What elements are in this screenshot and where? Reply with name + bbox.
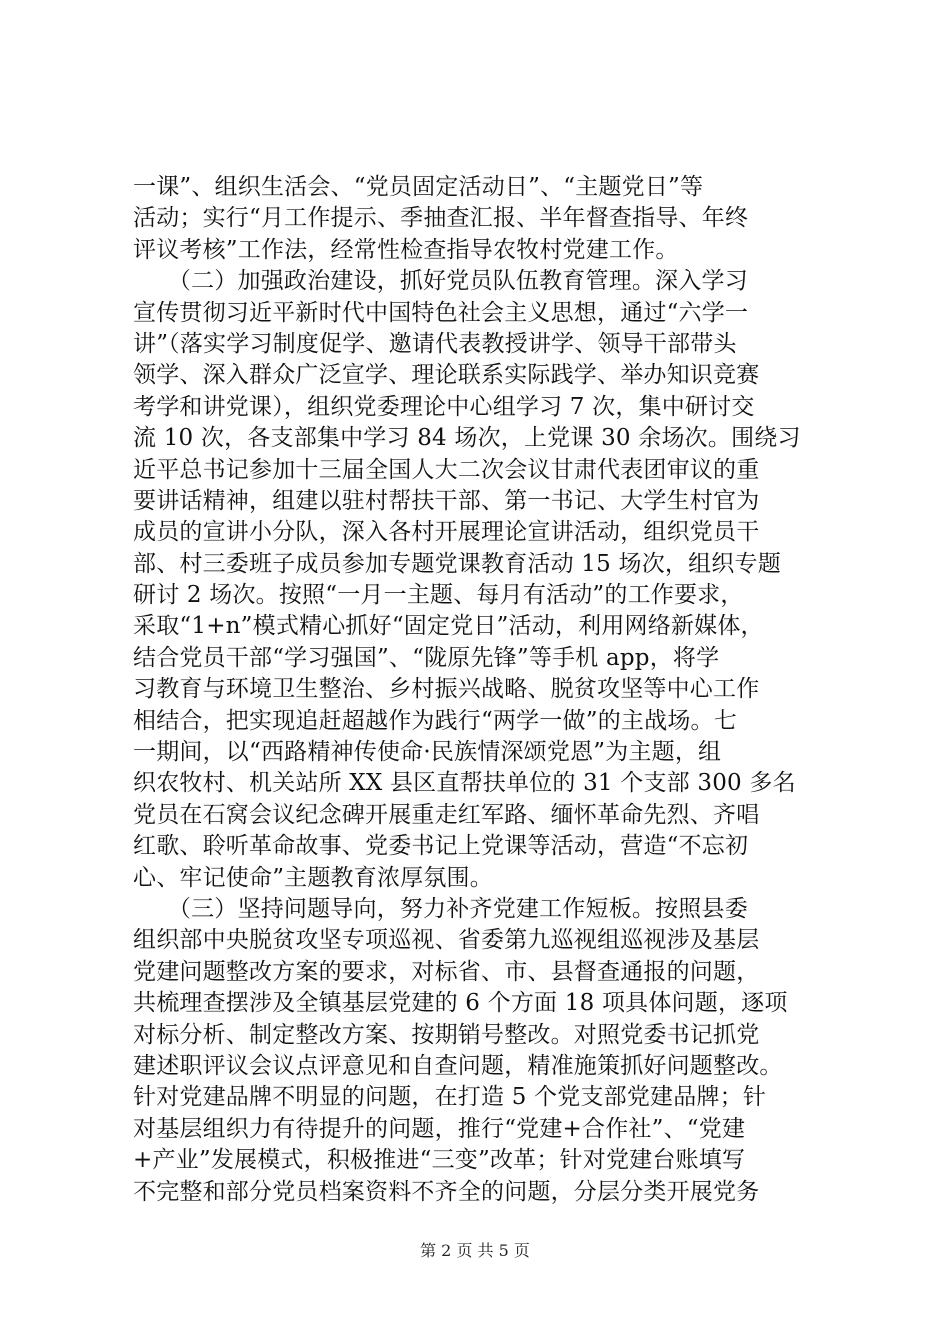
text-line: 红歌、聆听革命故事、党委书记上党课等活动，营造“不忘初 (133, 833, 749, 860)
text-line: 结合党员干部“学习强国”、“陇原先锋”等手机 app，将学 (133, 644, 720, 671)
text-line: 一课”、组织生活会、“党员固定活动日”、“主题党日”等 (133, 174, 704, 200)
text-line: 讲”（落实学习制度促学、邀请代表教授讲学、领导干部带头 (133, 330, 737, 357)
text-line: 研讨 2 场次。按照“一月一主题、每月有活动”的工作要求， (133, 582, 744, 609)
text-line: 党员在石窝会议纪念碑开展重走红军路、缅怀革命先烈、齐唱 (133, 801, 760, 828)
text-line: 领学、深入群众广泛宣学、理论联系实际践学、举办知识竞赛 (133, 362, 760, 389)
text-line: 心、牢记使命”主题教育浓厚氛围。 (133, 864, 493, 891)
text-line: 采取“1+n”模式精心抓好“固定党日”活动，利用网络新媒体， (133, 613, 764, 640)
text-line: 一期间，以“西路精神传使命·民族情深颂党恩”为主题，组 (133, 739, 722, 766)
text-line: 流 10 次，各支部集中学习 84 场次，上党课 30 余场次。围绕习 (133, 425, 801, 452)
text-line: （三）坚持问题导向，努力补齐党建工作短板。按照县委 (133, 895, 748, 922)
text-line: 组织部中央脱贫攻坚专项巡视、省委第九巡视组巡视涉及基层 (133, 927, 760, 954)
text-line: 成员的宣讲小分队，深入各村开展理论宣讲活动，组织党员干 (133, 519, 760, 546)
text-line: 党建问题整改方案的要求，对标省、市、县督查通报的问题， (133, 958, 760, 985)
text-line: 相结合，把实现追赶超越作为践行“两学一做”的主战场。七 (133, 707, 737, 734)
text-line: 对标分析、制定整改方案、按期销号整改。对照党委书记抓党 (133, 1021, 760, 1048)
text-line: 不完整和部分党员档案资料不齐全的问题，分层分类开展党务 (133, 1178, 760, 1205)
text-line: 对基层组织力有待提升的问题，推行“党建+合作社”、“党建 (133, 1115, 746, 1142)
text-line: 活动；实行“月工作提示、季抽查汇报、半年督查指导、年终 (133, 205, 749, 232)
text-line: 针对党建品牌不明显的问题，在打造 5 个党支部党建品牌；针 (133, 1084, 767, 1111)
text-line: 宣传贯彻习近平新时代中国特色社会主义思想，通过“六学一 (133, 299, 749, 326)
text-line: 要讲话精神，组建以驻村帮扶干部、第一书记、大学生村官为 (133, 487, 760, 514)
text-line: 部、村三委班子成员参加专题党课教育活动 15 场次，组织专题 (133, 550, 781, 577)
text-line: 建述职评议会议点评意见和自查问题，精准施策抓好问题整改。 (133, 1052, 783, 1079)
text-line: 习教育与环境卫生整治、乡村振兴战略、脱贫攻坚等中心工作 (133, 676, 760, 703)
text-line: （二）加强政治建设，抓好党员队伍教育管理。深入学习 (133, 268, 748, 295)
text-line: 近平总书记参加十三届全国人大二次会议甘肃代表团审议的重 (133, 456, 760, 483)
text-line: 织农牧村、机关站所 XX 县区直帮扶单位的 31 个支部 300 多名 (133, 770, 796, 797)
text-line: 考学和讲党课），组织党委理论中心组学习 7 次，集中研讨交 (133, 393, 755, 420)
body-text (133, 172, 833, 1208)
text-line: 共梳理查摆涉及全镇基层党建的 6 个方面 18 项具体问题，逐项 (133, 990, 788, 1017)
page-footer: 第 2 页 共 5 页 (420, 1241, 530, 1260)
text-line: 评议考核”工作法，经常性检查指导农牧村党建工作。 (133, 236, 679, 263)
text-line: +产业”发展模式，积极推进“三变”改革；针对党建台账填写 (133, 1147, 746, 1174)
